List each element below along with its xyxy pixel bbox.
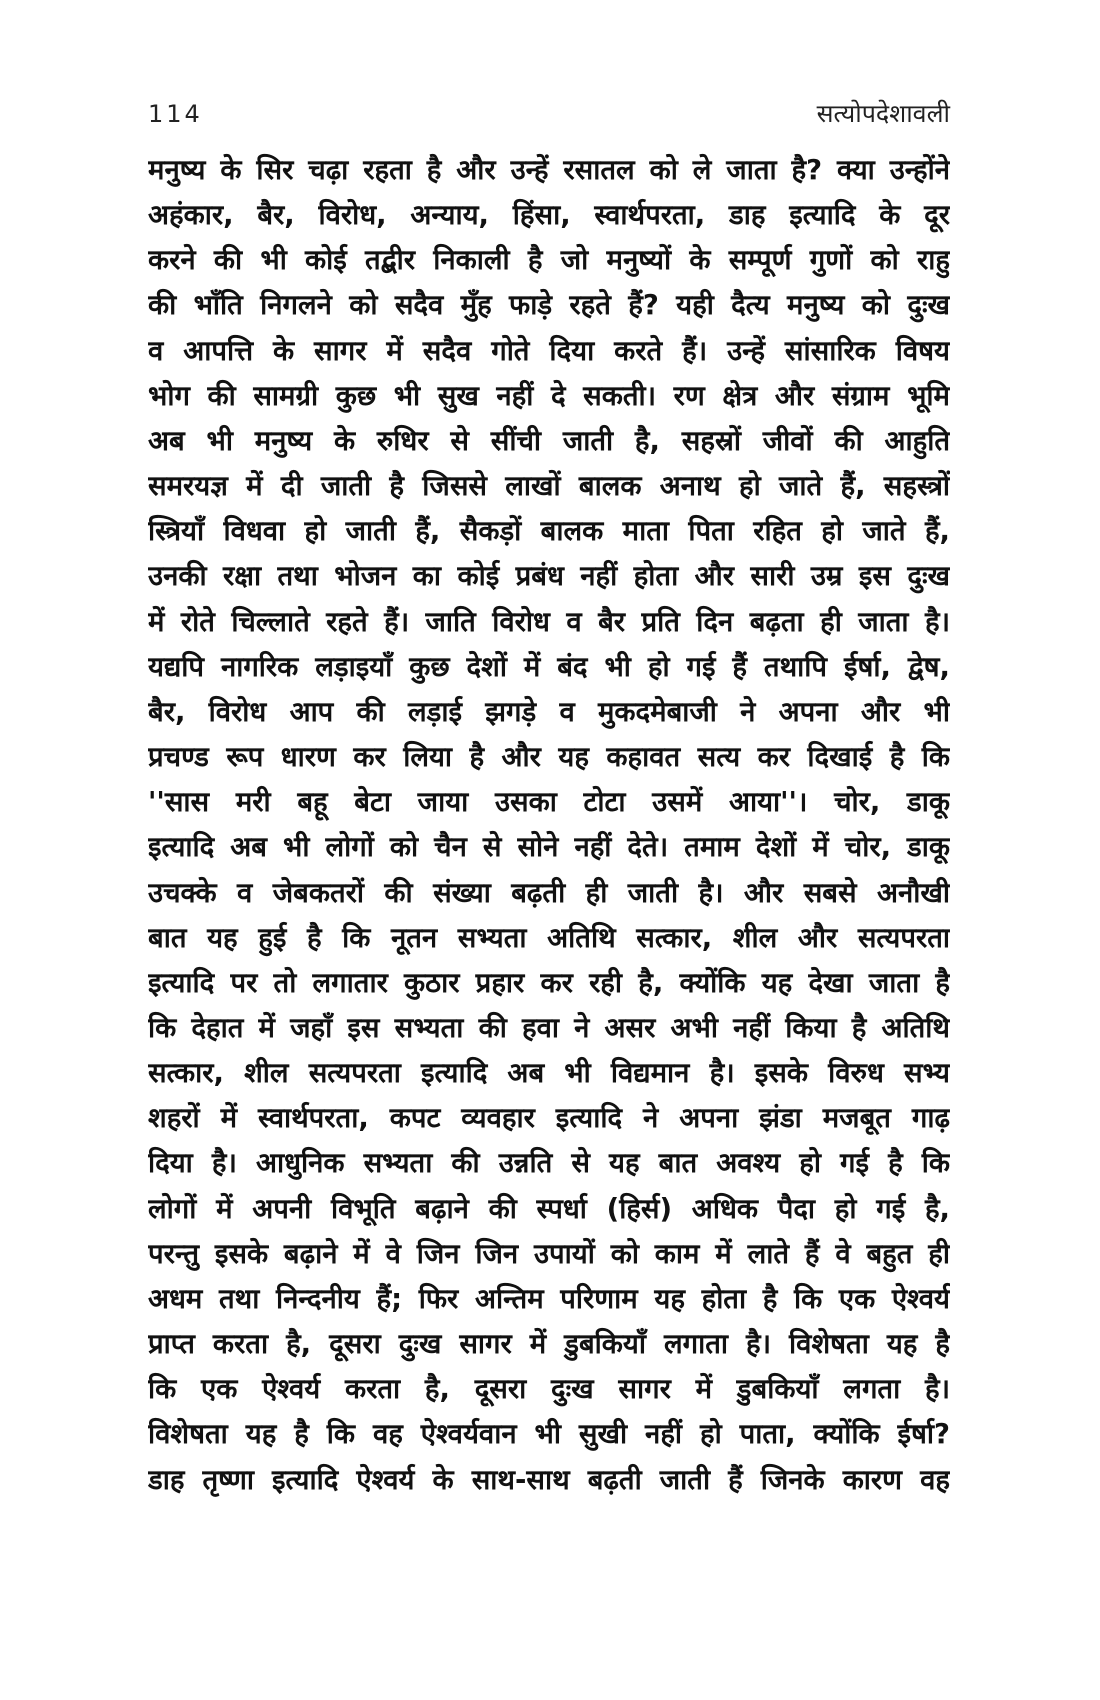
text-line: बात यह हुई है कि नूतन सभ्यता अतिथि सत्कार, शील और सत्यपरता	[148, 921, 950, 954]
text-line: इत्यादि अब भी लोगों को चैन से सोने नहीं देते। तमाम देशों में चोर, डाकू	[148, 831, 950, 864]
text-line: करने की भी कोई तद्बीर निकाली है जो मनुष्यों के सम्पूर्ण गुणों को राहु	[148, 244, 950, 277]
text-line: प्रचण्ड रूप धारण कर लिया है और यह कहावत सत्य कर दिखाई है कि	[148, 741, 950, 774]
text-line: बैर, विरोध आप की लड़ाई झगड़े व मुकदमेबाजी ने अपना और भी	[148, 695, 950, 728]
text-line: स्त्रियाँ विधवा हो जाती हैं, सैकड़ों बालक माता पिता रहित हो जाते हैं,	[148, 515, 950, 548]
text-line: डाह तृष्णा इत्यादि ऐश्वर्य के साथ-साथ बढ़ती जाती हैं जिनके कारण वह	[148, 1463, 950, 1496]
text-line: अहंकार, बैर, विरोध, अन्याय, हिंसा, स्वार्थपरता, डाह इत्यादि के दूर	[148, 199, 950, 232]
text-line: व आपत्ति के सागर में सदैव गोते दिया करते हैं। उन्हें सांसारिक विषय	[148, 334, 950, 367]
text-line: कि एक ऐश्वर्य करता है, दूसरा दुःख सागर में डुबकियाँ लगता है।	[148, 1373, 950, 1406]
text-line: यद्यपि नागरिक लड़ाइयाँ कुछ देशों में बंद भी हो गई हैं तथापि ईर्षा, द्वेष,	[148, 650, 950, 683]
text-line: की भाँति निगलने को सदैव मुँह फाड़े रहते हैं? यही दैत्य मनुष्य को दुःख	[148, 289, 950, 322]
text-line: शहरों में स्वार्थपरता, कपट व्यवहार इत्यादि ने अपना झंडा मजबूत गाढ़	[148, 1102, 950, 1135]
text-line: भोग की सामग्री कुछ भी सुख नहीं दे सकती। रण क्षेत्र और संग्राम भूमि	[148, 379, 950, 412]
running-header	[148, 96, 950, 136]
text-line: समरयज्ञ में दी जाती है जिससे लाखों बालक अनाथ हो जाते हैं, सहस्त्रों	[148, 470, 950, 503]
text-line: उचक्के व जेबकतरों की संख्या बढ़ती ही जाती है। और सबसे अनौखी	[148, 876, 950, 909]
text-line: मनुष्य के सिर चढ़ा रहता है और उन्हें रसातल को ले जाता है? क्या उन्होंने	[148, 154, 950, 186]
text-line: दिया है। आधुनिक सभ्यता की उन्नति से यह बात अवश्य हो गई है कि	[148, 1147, 950, 1180]
text-line: में रोते चिल्लाते रहते हैं। जाति विरोध व बैर प्रति दिन बढ़ता ही जाता है।	[148, 605, 950, 638]
text-line: लोगों में अपनी विभूति बढ़ाने की स्पर्धा (हिर्स) अधिक पैदा हो गई है,	[148, 1192, 950, 1225]
text-line: ''सास मरी बहू बेटा जाया उसका टोटा उसमें आया''। चोर, डाकू	[148, 786, 950, 819]
text-line: परन्तु इसके बढ़ाने में वे जिन जिन उपायों को काम में लाते हैं वे बहुत ही	[148, 1237, 950, 1270]
text-line: उनकी रक्षा तथा भोजन का कोई प्रबंध नहीं होता और सारी उम्र इस दुःख	[148, 560, 950, 593]
page-number: 114	[148, 100, 203, 128]
text-line: इत्यादि पर तो लगातार कुठार प्रहार कर रही है, क्योंकि यह देखा जाता है	[148, 966, 950, 999]
text-line: विशेषता यह है कि वह ऐश्वर्यवान भी सुखी नहीं हो पाता, क्योंकि ईर्षा?	[148, 1418, 950, 1451]
book-title: सत्योपदेशावली	[816, 99, 950, 128]
text-line: कि देहात में जहाँ इस सभ्यता की हवा ने असर अभी नहीं किया है अतिथि	[148, 1011, 950, 1044]
text-line: अब भी मनुष्य के रुधिर से सींची जाती है, सहस्रों जीवों की आहुति	[148, 424, 950, 457]
text-line: प्राप्त करता है, दूसरा दुःख सागर में डुबकियाँ लगाता है। विशेषता यह है	[148, 1328, 950, 1361]
body-paragraph	[148, 148, 950, 1503]
text-line: अधम तथा निन्दनीय हैं; फिर अन्तिम परिणाम यह होता है कि एक ऐश्वर्य	[148, 1282, 950, 1315]
text-line: सत्कार, शील सत्यपरता इत्यादि अब भी विद्यमान है। इसके विरुध सभ्य	[148, 1057, 950, 1090]
